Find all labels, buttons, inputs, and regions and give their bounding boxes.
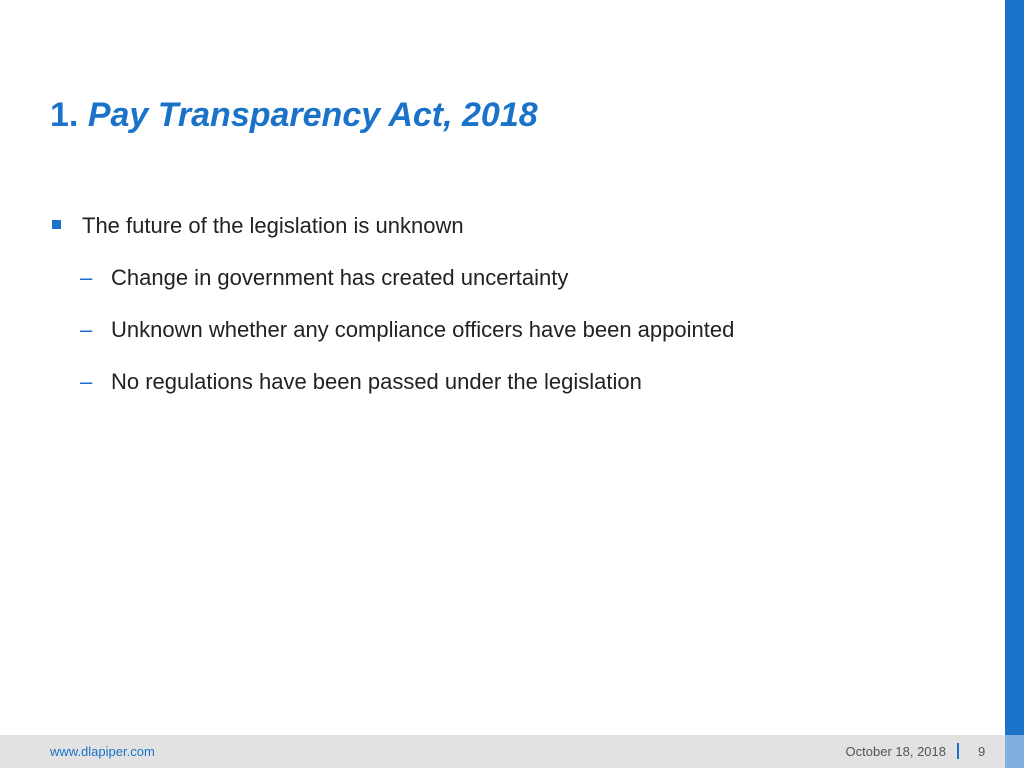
accent-bar: [1005, 0, 1024, 735]
dash-bullet-icon: –: [80, 317, 93, 342]
bullet-item: [52, 211, 464, 241]
title-number: 1.: [50, 96, 79, 134]
accent-bar-footer: [1005, 735, 1024, 768]
footer-date: October 18, 2018: [845, 744, 946, 759]
sub-bullet-item: [80, 367, 642, 397]
page-number: 9: [978, 744, 986, 759]
sub-bullet-text: No regulations have been passed under the legislation: [111, 369, 642, 394]
dash-bullet-icon: –: [80, 265, 93, 290]
footer-url-link[interactable]: www.dlapiper.com: [50, 744, 155, 759]
footer-separator: [957, 743, 959, 759]
sub-bullet-item: [80, 263, 568, 293]
bullet-text: The future of the legislation is unknown: [82, 213, 464, 238]
title-text: Pay Transparency Act, 2018: [87, 96, 538, 134]
sub-bullet-text: Unknown whether any compliance officers have been appointed: [111, 317, 735, 342]
dash-bullet-icon: –: [80, 369, 93, 394]
sub-bullet-item: [80, 315, 734, 345]
slide-title: [50, 92, 538, 138]
sub-bullet-text: Change in government has created uncertainty: [111, 265, 569, 290]
footer: [0, 735, 1005, 768]
square-bullet-icon: [52, 220, 61, 229]
